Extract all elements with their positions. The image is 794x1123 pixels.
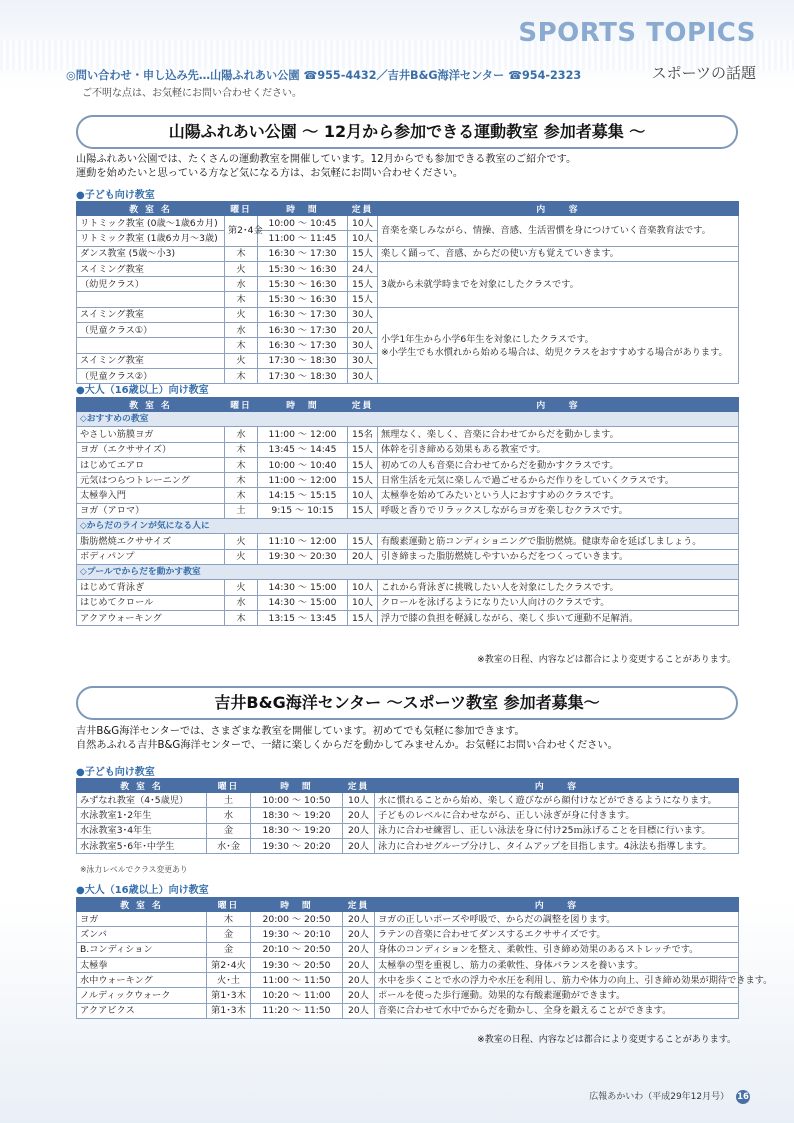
class-description: 太極拳を始めてみたいという人におすすめのクラスです。 (378, 488, 739, 503)
class-day: 火 (225, 261, 258, 276)
class-name: 太極拳 (77, 957, 207, 972)
class-capacity: 10人 (348, 216, 378, 231)
class-description: 日常生活を元気に楽しんで過ごせるからだ作りをしていくクラスです。 (378, 473, 739, 488)
yoshii-adult-table (76, 897, 773, 1019)
class-description: 引き締まった脂肪燃焼しやすいからだをつくっていきます。 (378, 549, 739, 564)
col-header: 定員 (348, 202, 378, 216)
col-header: 内 容 (375, 779, 739, 793)
contact-note: ご不明な点は、お気軽にお問い合わせください。 (82, 88, 302, 99)
class-day: 水･金 (207, 838, 251, 853)
table-row (77, 580, 739, 595)
class-description: 浮力で膝の負担を軽減しながら、楽しく歩いて運動不足解消。 (378, 610, 739, 625)
sanyo-kids-table (76, 201, 739, 384)
table-header-row (77, 779, 739, 793)
class-capacity: 15人 (348, 457, 378, 472)
col-header: 曜日 (225, 398, 258, 412)
table-row (77, 488, 739, 503)
table-header-row (77, 898, 739, 912)
group-title: ◇からだのラインが気になる人に (77, 519, 739, 534)
class-capacity: 15人 (348, 473, 378, 488)
table-row (77, 793, 739, 808)
class-time: 16:30 ～ 17:30 (258, 323, 348, 338)
yoshii-banner: 吉井B&G海洋センター ～スポーツ教室 参加者募集～ (76, 686, 738, 720)
class-description: ポールを使った歩行運動。効果的な有酸素運動ができます。 (375, 988, 739, 1003)
class-capacity: 15人 (348, 534, 378, 549)
class-day: 水 (225, 595, 258, 610)
col-header: 時 間 (251, 779, 343, 793)
table-row (77, 912, 739, 927)
table-row (77, 823, 739, 838)
class-description: クロールを泳げるようになりたい人向けのクラスです。 (378, 595, 739, 610)
class-time: 16:30 ～ 17:30 (258, 246, 348, 261)
col-header: 時 間 (258, 202, 348, 216)
class-time: 15:30 ～ 16:30 (258, 261, 348, 276)
class-description: これから背泳ぎに挑戦したい人を対象にしたクラスです。 (378, 580, 739, 595)
class-description: 泳力に合わせグループ分けし、タイムアップを目指します。4泳法も指導します。 (375, 838, 739, 853)
class-capacity: 15人 (348, 292, 378, 307)
contact-info: ◎問い合わせ・申し込み先…山陽ふれあい公園 ☎955-4432／吉井B&G海洋センター ☎954-2323 (66, 69, 582, 82)
class-capacity: 20人 (348, 549, 378, 564)
class-description-note: ※小学生でも水慣れから始める場合は、幼児クラスをおすすめする場合があります。 (381, 346, 728, 358)
table-row (77, 942, 739, 957)
table-row (77, 216, 739, 231)
table-row (77, 261, 739, 276)
table-row (77, 610, 739, 625)
class-name: アクアビクス (77, 1003, 207, 1018)
group-title: ◇プールでからだを動かす教室 (77, 564, 739, 579)
class-time: 19:30 ～ 20:30 (258, 549, 348, 564)
class-day: 火 (225, 549, 258, 564)
table-row (77, 442, 739, 457)
sanyo-kids-label: ●子ども向け教室 (76, 190, 155, 201)
class-time: 14:30 ～ 15:00 (258, 595, 348, 610)
class-day: 火 (225, 534, 258, 549)
class-time: 19:30 ～ 20:50 (251, 957, 343, 972)
class-description: 子どものレベルに合わせながら、正しい泳ぎが身に付きます。 (375, 808, 739, 823)
class-capacity: 10人 (348, 488, 378, 503)
class-time: 14:15 ～ 15:15 (258, 488, 348, 503)
class-time: 10:00 ～ 10:45 (258, 216, 348, 231)
class-day: 火 (225, 353, 258, 368)
class-time: 11:00 ～ 12:00 (258, 473, 348, 488)
yoshii-note: ※教室の日程、内容などは都合により変更することがあります。 (477, 1035, 736, 1045)
yoshii-kids-label: ●子ども向け教室 (76, 767, 155, 778)
sanyo-intro-2: 運動を始めたいと思っている方など気になる方は、お気軽にお問い合わせください。 (76, 168, 464, 179)
class-description: 泳力に合わせ練習し、正しい泳法を身に付け25ｍ泳げることを目標に行います。 (375, 823, 739, 838)
table-row (77, 927, 739, 942)
table-row (77, 988, 739, 1003)
class-day: 金 (207, 942, 251, 957)
class-name: （幼児クラス） (77, 277, 225, 292)
class-name (77, 292, 225, 307)
class-name: スイミング教室 (77, 261, 225, 276)
class-description: 音楽に合わせて水中でからだを動かし、全身を鍛えることができます。 (375, 1003, 739, 1018)
class-time: 19:30 ～ 20:10 (251, 927, 343, 942)
group-header-row (77, 412, 739, 427)
class-capacity: 30人 (348, 353, 378, 368)
group-title: ◇おすすめの教室 (77, 412, 739, 427)
class-day: 木 (225, 473, 258, 488)
col-header: 内 容 (375, 898, 739, 912)
section-subtitle: スポーツの話題 (651, 64, 756, 82)
class-name: アクアウォーキング (77, 610, 225, 625)
class-name: リトミック教室 (1歳6カ月～3歳) (77, 231, 225, 246)
class-capacity: 20人 (343, 927, 375, 942)
class-name: ヨガ（エクササイズ） (77, 442, 225, 457)
class-day: 土 (207, 793, 251, 808)
page-number: 16 (737, 1091, 749, 1102)
class-time: 16:30 ～ 17:30 (258, 307, 348, 322)
class-capacity: 30人 (348, 307, 378, 322)
class-description: 呼吸と香りでリラックスしながらヨガを楽しむクラスです。 (378, 503, 739, 518)
class-name: （児童クラス①） (77, 323, 225, 338)
class-time: 11:00 ～ 11:45 (258, 231, 348, 246)
class-capacity: 20人 (343, 808, 375, 823)
class-day: 木 (225, 610, 258, 625)
class-name: 水泳教室1･2年生 (77, 808, 207, 823)
class-time: 15:30 ～ 16:30 (258, 292, 348, 307)
col-header: 教 室 名 (77, 779, 207, 793)
class-description: 有酸素運動と筋コンディショニングで脂肪燃焼。健康寿命を延ばしましょう。 (378, 534, 739, 549)
class-day: 第1･3木 (207, 988, 251, 1003)
col-header: 定員 (343, 898, 375, 912)
col-header: 内 容 (378, 202, 739, 216)
footer (589, 1089, 750, 1104)
class-name: ダンス教室 (5歳～小3) (77, 246, 225, 261)
class-name: ヨガ（アロマ） (77, 503, 225, 518)
class-day: 木 (225, 457, 258, 472)
col-header: 教 室 名 (77, 898, 207, 912)
class-time: 10:00 ～ 10:40 (258, 457, 348, 472)
class-description: 音楽を楽しみながら、情操、音感、生活習慣を身につけていく音楽教育法です。 (378, 216, 739, 247)
class-description: 身体のコンディションを整え、柔軟性、引き締め効果のあるストレッチです。 (375, 942, 739, 957)
class-day: 第2･4火 (207, 957, 251, 972)
class-capacity: 20人 (343, 1003, 375, 1018)
table-row (77, 246, 739, 261)
class-day: 木 (225, 338, 258, 353)
class-capacity: 15人 (348, 246, 378, 261)
class-capacity: 15名 (348, 427, 378, 442)
table-row (77, 534, 739, 549)
class-name: はじめてエアロ (77, 457, 225, 472)
class-day: 金 (207, 823, 251, 838)
class-description: ラテンの音楽に合わせてダンスするエクササイズです。 (375, 927, 739, 942)
class-time: 20:00 ～ 20:50 (251, 912, 343, 927)
class-name: 脂肪燃焼エクササイズ (77, 534, 225, 549)
class-name: やさしい筋膜ヨガ (77, 427, 225, 442)
class-capacity: 20人 (343, 973, 375, 988)
yoshii-intro-2: 自然あふれる吉井B&G海洋センターで、一緒に楽しくからだを動かしてみませんか。お気軽にお問い合わせください。 (76, 740, 618, 751)
class-name: リトミック教室 (0歳～1歳6カ月) (77, 216, 225, 231)
class-name: ズンバ (77, 927, 207, 942)
col-header: 定員 (348, 398, 378, 412)
class-time: 10:00 ～ 10:50 (251, 793, 343, 808)
class-capacity: 20人 (343, 957, 375, 972)
class-time: 13:15 ～ 13:45 (258, 610, 348, 625)
class-description: 3歳から未就学時までを対象にしたクラスです。 (378, 261, 739, 307)
class-day: 第1･3木 (207, 1003, 251, 1018)
class-description: 水に慣れることから始め、楽しく遊びながら顔付けなどができるようになります。 (375, 793, 739, 808)
class-day: 火 (225, 307, 258, 322)
col-header: 時 間 (258, 398, 348, 412)
class-time: 11:00 ～ 11:50 (251, 973, 343, 988)
class-name: ノルディックウォーク (77, 988, 207, 1003)
table-row (77, 549, 739, 564)
yoshii-intro-1: 吉井B&G海洋センターでは、さまざまな教室を開催しています。初めてでも気軽に参加できます。 (76, 726, 525, 737)
table-row (77, 1003, 739, 1018)
sanyo-adult-label: ●大人（16歳以上）向け教室 (76, 385, 209, 396)
group-header-row (77, 519, 739, 534)
class-capacity: 15人 (348, 277, 378, 292)
class-time: 14:30 ～ 15:00 (258, 580, 348, 595)
class-capacity: 20人 (343, 912, 375, 927)
class-description-line: 小学1年生から小学6年生を対象にしたクラスです。 (381, 333, 594, 345)
col-header: 曜日 (225, 202, 258, 216)
class-name: スイミング教室 (77, 307, 225, 322)
class-name: はじめてクロール (77, 595, 225, 610)
class-name: 水泳教室3･4年生 (77, 823, 207, 838)
class-capacity: 20人 (343, 988, 375, 1003)
class-time: 10:20 ～ 11:00 (251, 988, 343, 1003)
class-day: 木 (207, 912, 251, 927)
class-description: 水中を歩くことで水の浮力や水圧を利用し、筋力や体力の向上、引き締め効果が期待できます。 (375, 973, 739, 988)
class-time: 18:30 ～ 19:20 (251, 823, 343, 838)
class-capacity: 10人 (348, 580, 378, 595)
class-day: 木 (225, 488, 258, 503)
class-time: 11:00 ～ 12:00 (258, 427, 348, 442)
class-description: 初めての人も音楽に合わせてからだを動かすクラスです。 (378, 457, 739, 472)
class-time: 11:10 ～ 12:00 (258, 534, 348, 549)
table-row (77, 307, 739, 322)
class-time: 20:10 ～ 20:50 (251, 942, 343, 957)
class-time: 11:20 ～ 11:50 (251, 1003, 343, 1018)
class-day: 第2･4金 (225, 216, 258, 247)
yoshii-adult-label: ●大人（16歳以上）向け教室 (76, 885, 209, 896)
group-header-row (77, 564, 739, 579)
class-capacity: 10人 (348, 231, 378, 246)
class-capacity: 15人 (348, 503, 378, 518)
table-row (77, 473, 739, 488)
class-description: ヨガの正しいポーズや呼吸で、からだの調整を図ります。 (375, 912, 739, 927)
class-day: 土 (225, 503, 258, 518)
class-time: 17:30 ～ 18:30 (258, 353, 348, 368)
table-row (77, 595, 739, 610)
class-time: 19:30 ～ 20:20 (251, 838, 343, 853)
col-header: 教 室 名 (77, 202, 225, 216)
class-capacity: 10人 (348, 595, 378, 610)
class-day: 金 (207, 927, 251, 942)
class-day: 水 (225, 323, 258, 338)
class-capacity: 10人 (343, 793, 375, 808)
class-name: スイミング教室 (77, 353, 225, 368)
class-capacity: 30人 (348, 368, 378, 383)
table-row (77, 957, 739, 972)
class-name (77, 338, 225, 353)
issue-label: 広報あかいわ（平成29年12月号） (589, 1092, 730, 1102)
col-header: 教 室 名 (77, 398, 225, 412)
col-header: 定員 (343, 779, 375, 793)
class-capacity: 20人 (343, 823, 375, 838)
sanyo-intro-1: 山陽ふれあい公園では、たくさんの運動教室を開催しています。12月からでも参加できる教室のご紹介です。 (76, 154, 577, 165)
class-description: 体幹を引き締める効果もある教室です。 (378, 442, 739, 457)
class-name: 水中ウォーキング (77, 973, 207, 988)
class-name: 水泳教室5･6年･中学生 (77, 838, 207, 853)
class-capacity: 15人 (348, 610, 378, 625)
class-name: はじめて背泳ぎ (77, 580, 225, 595)
class-day: 水 (207, 808, 251, 823)
class-day: 木 (225, 368, 258, 383)
yoshii-kids-table (76, 778, 739, 854)
table-row (77, 503, 739, 518)
table-row (77, 427, 739, 442)
class-capacity: 30人 (348, 338, 378, 353)
class-capacity: 24人 (348, 261, 378, 276)
sanyo-adult-table (76, 397, 739, 626)
table-header-row (77, 202, 739, 216)
table-row (77, 973, 739, 988)
class-day: 水 (225, 427, 258, 442)
class-time: 17:30 ～ 18:30 (258, 368, 348, 383)
table-header-row (77, 398, 739, 412)
table-row (77, 457, 739, 472)
class-name: ヨガ (77, 912, 207, 927)
sanyo-note: ※教室の日程、内容などは都合により変更することがあります。 (477, 655, 736, 665)
yoshii-kids-note: ※泳力レベルでクラス変更あり (80, 865, 188, 874)
class-day: 木 (225, 246, 258, 261)
table-row (77, 808, 739, 823)
class-time: 18:30 ～ 19:20 (251, 808, 343, 823)
table-row (77, 838, 739, 853)
class-day: 火･土 (207, 973, 251, 988)
class-day: 火 (225, 580, 258, 595)
class-name: B.コンディション (77, 942, 207, 957)
class-name: みずなれ教室（4･5歳児） (77, 793, 207, 808)
class-description: 楽しく踊って、音感、からだの使い方も覚えていきます。 (378, 246, 739, 261)
col-header: 内 容 (378, 398, 739, 412)
sanyo-banner: 山陽ふれあい公園 ～ 12月から参加できる運動教室 参加者募集 ～ (76, 115, 738, 149)
class-capacity: 20人 (343, 838, 375, 853)
class-description: 無理なく、楽しく、音楽に合わせてからだを動かします。 (378, 427, 739, 442)
class-name: ボディパンプ (77, 549, 225, 564)
class-time: 15:30 ～ 16:30 (258, 277, 348, 292)
class-time: 13:45 ～ 14:45 (258, 442, 348, 457)
class-description: 太極拳の型を重視し、筋力の柔軟性、身体バランスを養います。 (375, 957, 739, 972)
class-time: 16:30 ～ 17:30 (258, 338, 348, 353)
class-day: 水 (225, 277, 258, 292)
class-day: 木 (225, 292, 258, 307)
class-name: 太極拳入門 (77, 488, 225, 503)
class-name: （児童クラス②） (77, 368, 225, 383)
section-title: SPORTS TOPICS (518, 18, 756, 48)
class-name: 元気はつらつトレーニング (77, 473, 225, 488)
col-header: 時 間 (251, 898, 343, 912)
class-capacity: 20人 (348, 323, 378, 338)
class-capacity: 15人 (348, 442, 378, 457)
class-description (378, 307, 739, 383)
class-day: 木 (225, 442, 258, 457)
col-header: 曜日 (207, 898, 251, 912)
class-capacity: 20人 (343, 942, 375, 957)
class-time: 9:15 ～ 10:15 (258, 503, 348, 518)
col-header: 曜日 (207, 779, 251, 793)
